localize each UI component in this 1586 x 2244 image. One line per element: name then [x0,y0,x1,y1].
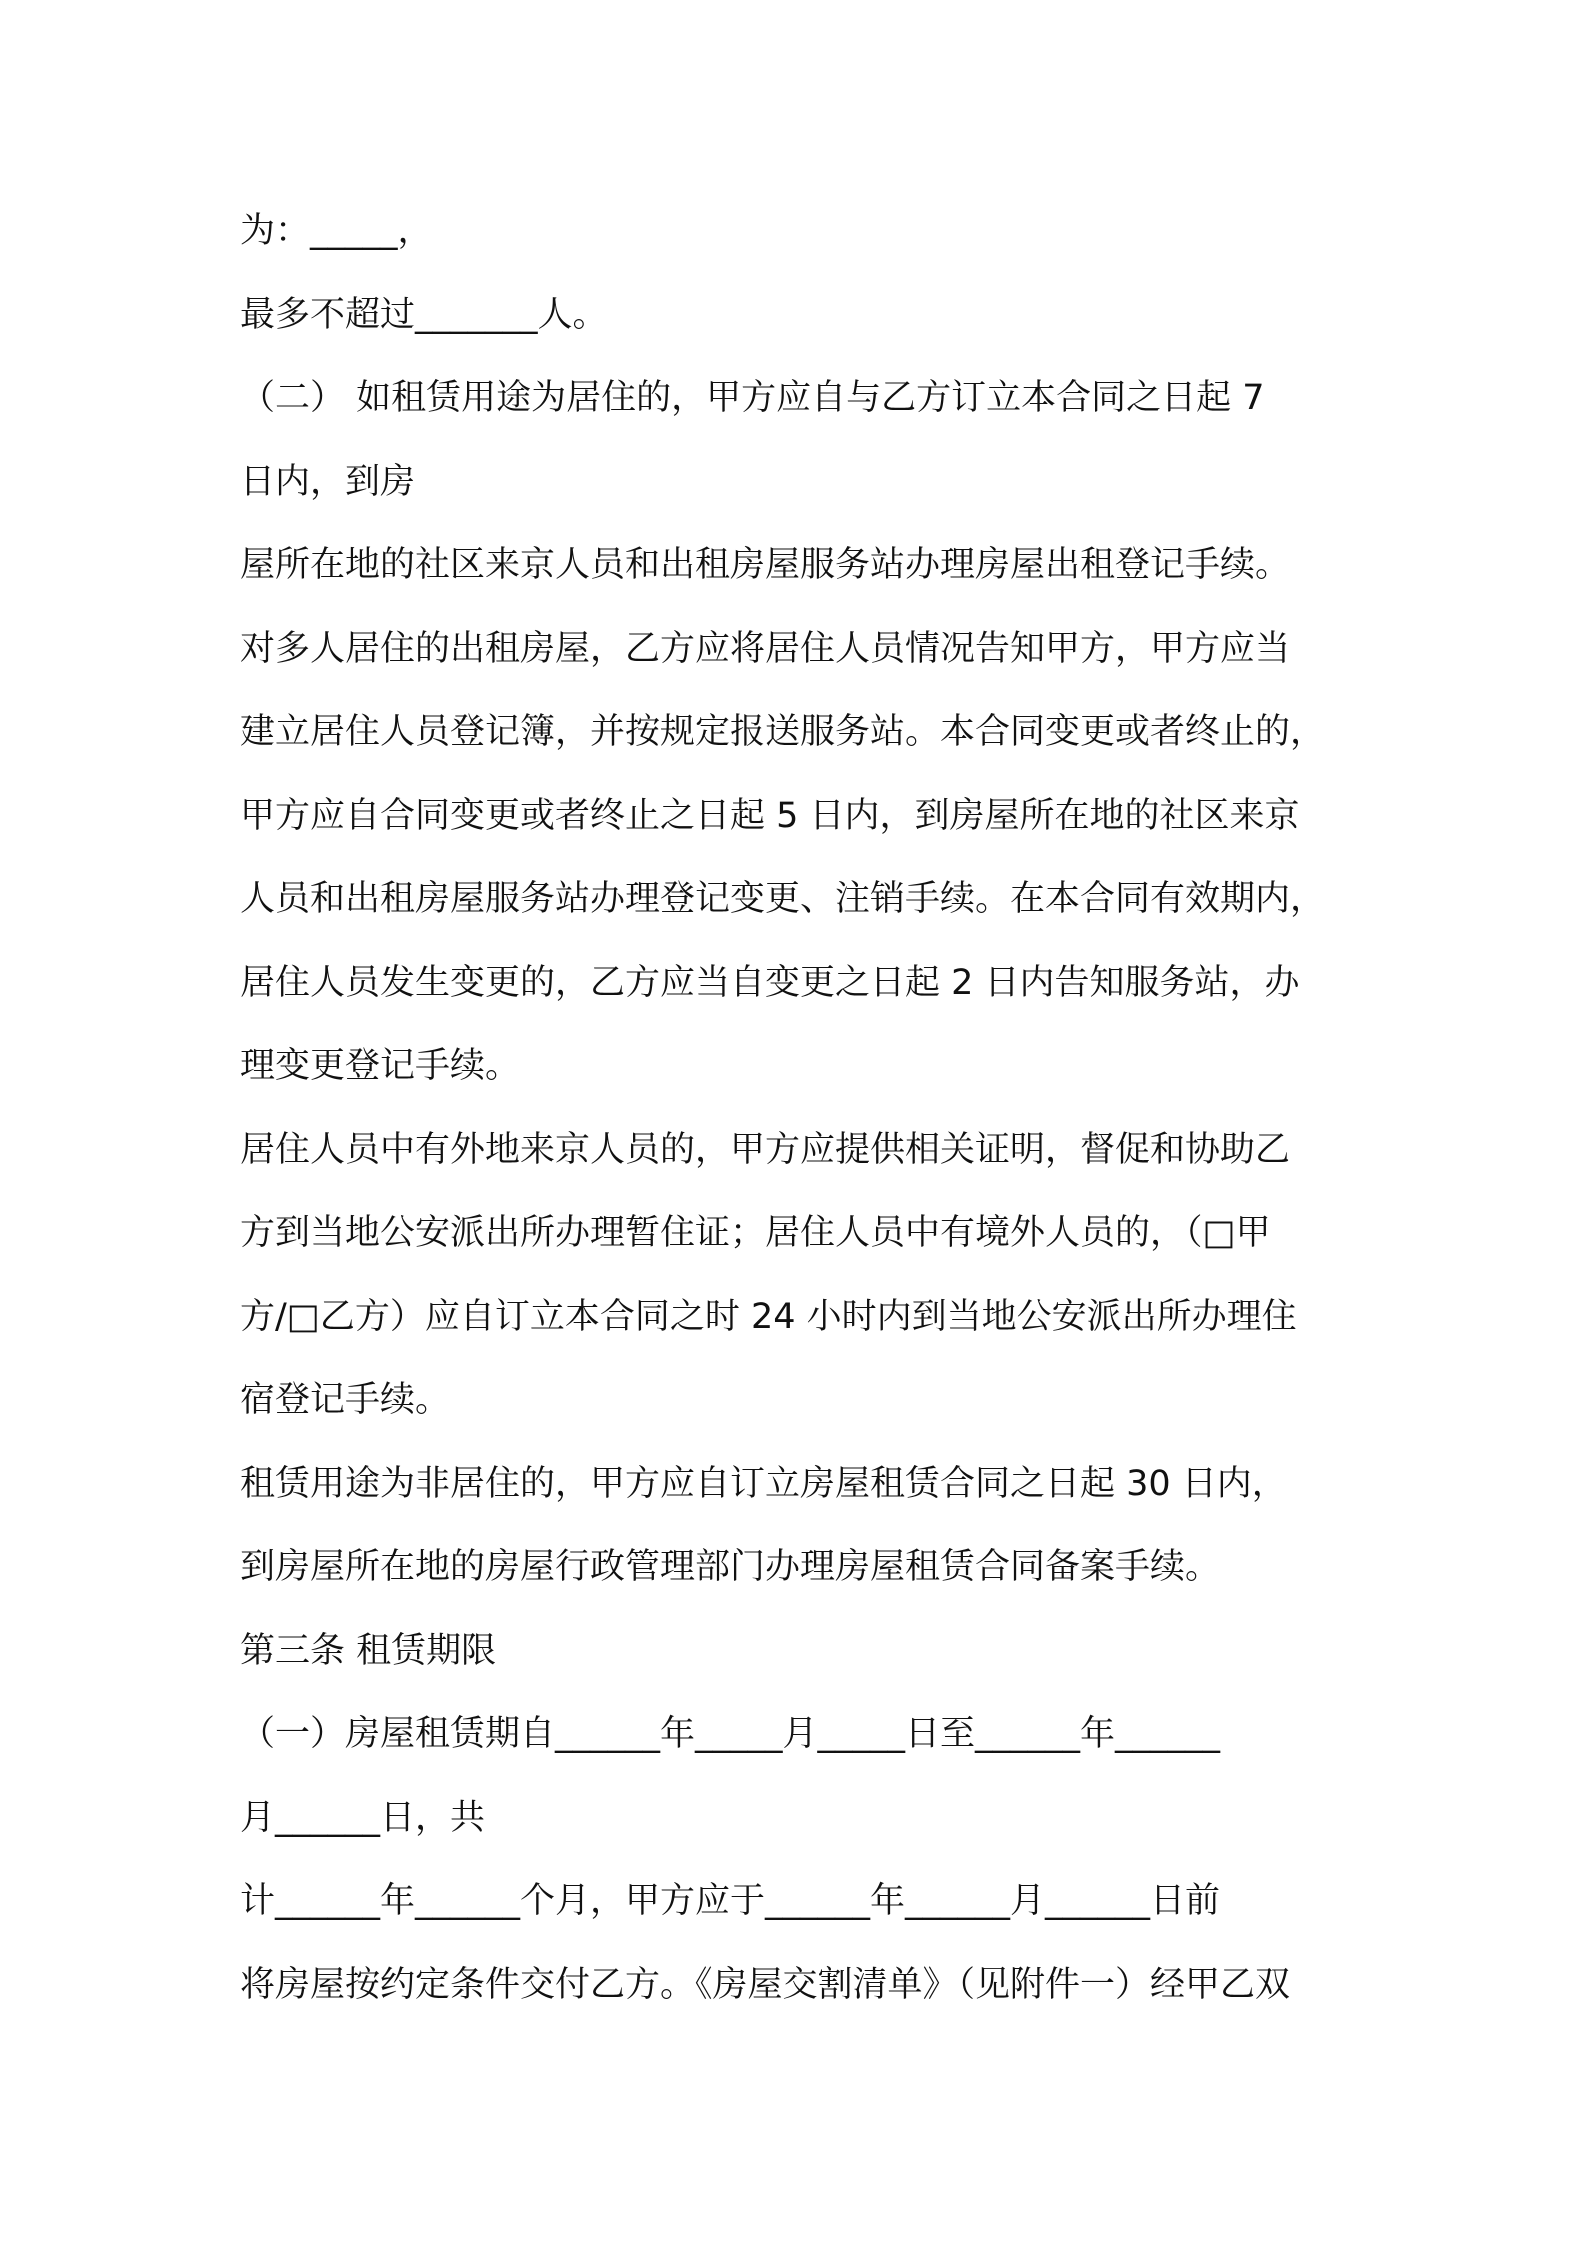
text-line-9: 人员和出租房屋服务站办理登记变更、注销手续。在本合同有效期内， [240,879,1326,919]
text-line-16: 租赁用途为非居住的，甲方应自订立房屋租赁合同之日起 30 日内， [240,1463,1287,1504]
text-line-11: 理变更登记手续。 [240,1046,521,1086]
text-line-21: 计______年______个月，甲方应于______年______月______日前 [240,1881,1221,1921]
text-line-15: 宿登记手续。 [240,1380,451,1420]
section-heading: 第三条 租赁期限 [240,1630,497,1671]
text-line-1: 为：_____， [240,211,433,251]
text-line-17: 到房屋所在地的房屋行政管理部门办理房屋租赁合同备案手续。 [240,1547,1221,1587]
text-line-12: 居住人员中有外地来京人员的，甲方应提供相关证明，督促和协助乙 [240,1129,1291,1170]
text-line-2: 最多不超过_______人。 [240,294,608,335]
text-line-20: 月______日，共 [240,1797,486,1838]
text-line-13: 方到当地公安派出所办理暂住证；居住人员中有境外人员的，（□甲 [240,1213,1271,1253]
text-line-22: 将房屋按约定条件交付乙方。《房屋交割清单》（见附件一）经甲乙双 [240,1964,1291,2005]
text-line-4: 日内，到房 [240,461,416,502]
text-line-10: 居住人员发生变更的，乙方应当自变更之日起 2 日内告知服务站，办 [240,962,1300,1003]
text-line-3: （二） 如租赁用途为居住的，甲方应自与乙方订立本合同之日起 7 [240,378,1265,418]
text-line-19: （一）房屋租赁期自______年_____月_____日至______年______ [240,1714,1221,1754]
text-line-8: 甲方应自合同变更或者终止之日起 5 日内，到房屋所在地的社区来京 [240,795,1300,836]
text-line-5: 屋所在地的社区来京人员和出租房屋服务站办理房屋出租登记手续。 [240,545,1291,585]
text-line-7: 建立居住人员登记簿，并按规定报送服务站。本合同变更或者终止的， [240,712,1326,752]
document-body [240,190,1360,2027]
text-line-6: 对多人居住的出租房屋，乙方应将居住人员情况告知甲方，甲方应当 [240,628,1291,669]
text-line-14: 方/□乙方）应自订立本合同之时 24 小时内到当地公安派出所办理住 [240,1296,1297,1337]
